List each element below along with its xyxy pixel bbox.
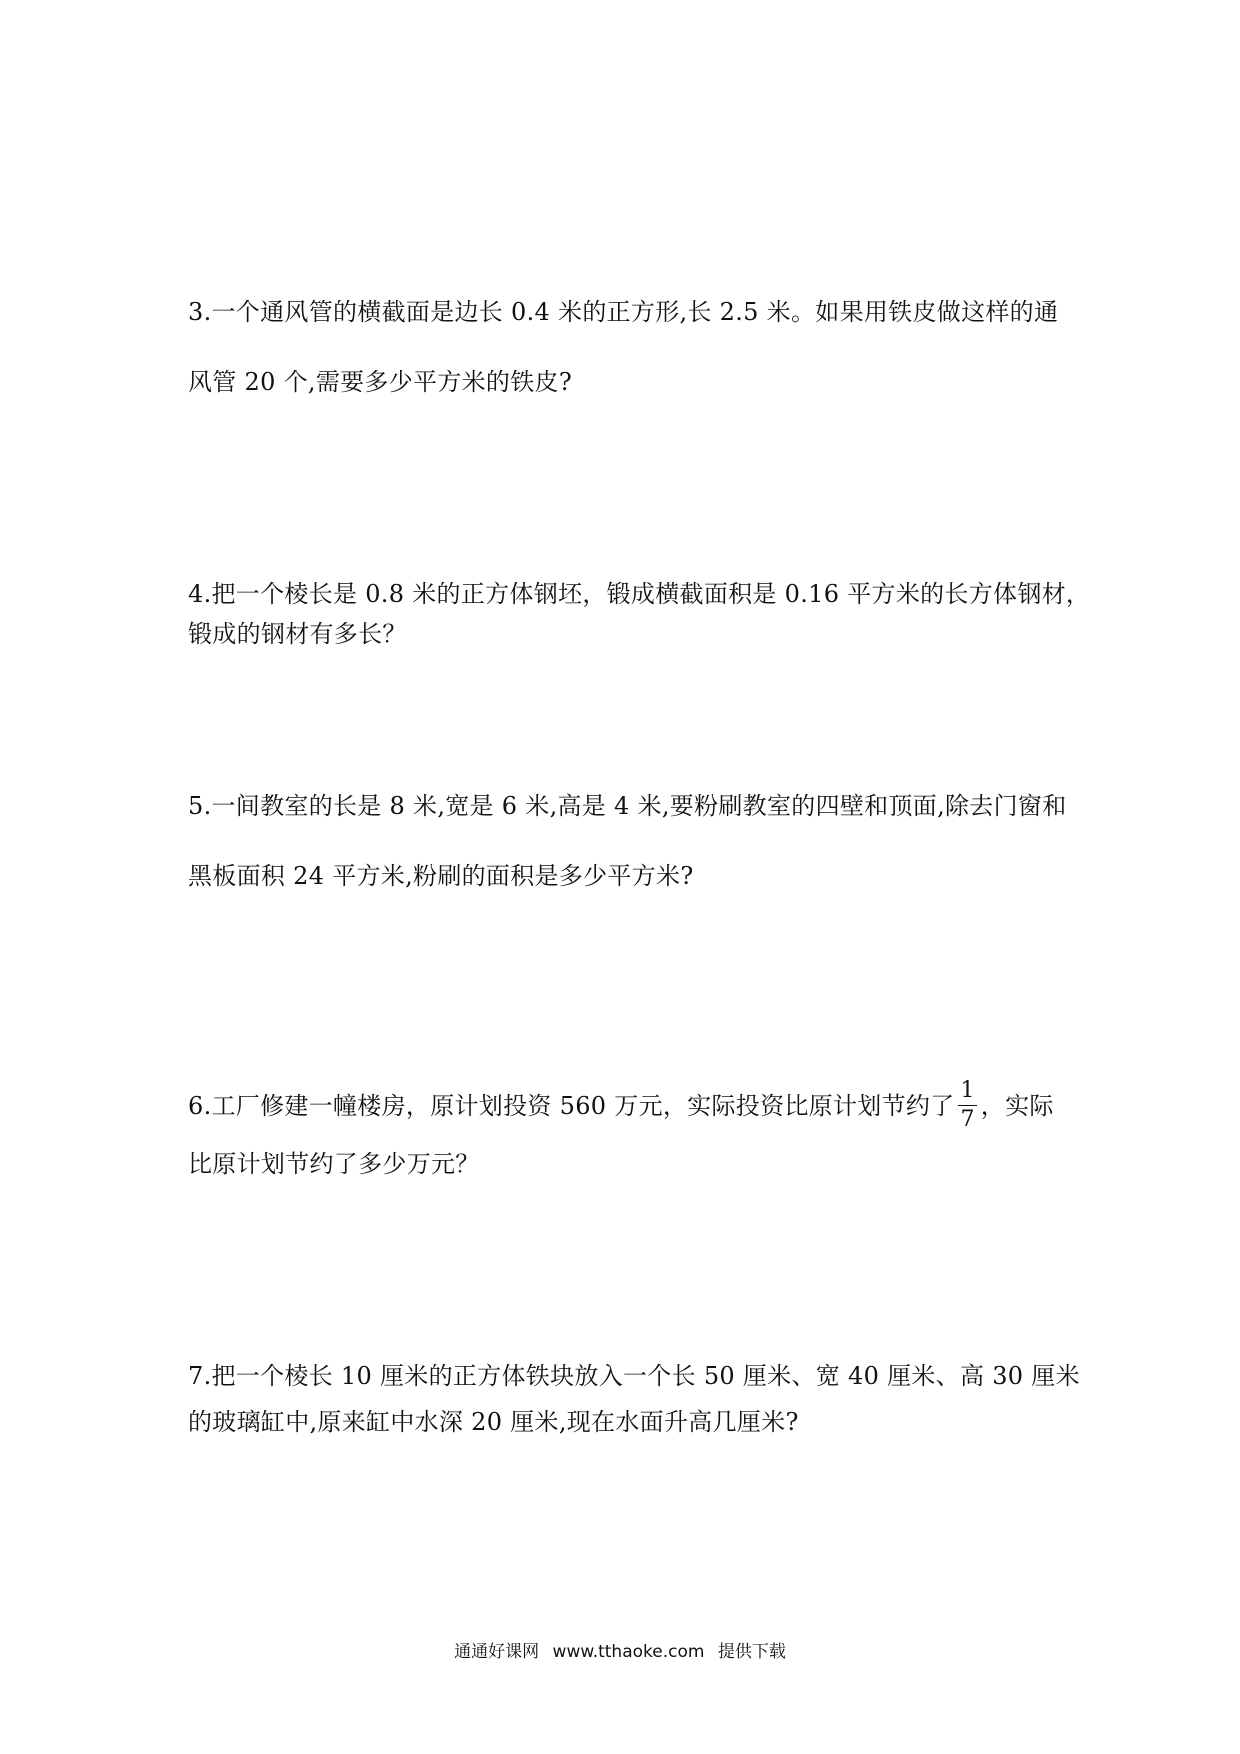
question-5-line-2: 黑板面积 24 平方米,粉刷的面积是多少平方米? xyxy=(188,862,694,890)
question-4-line-2: 锻成的钢材有多长？ xyxy=(188,620,407,648)
footer-url: www.tthaoke.com xyxy=(552,1642,705,1662)
question-7-line-2: 的玻璃缸中,原来缸中水深 20 厘米,现在水面升高几厘米? xyxy=(188,1408,799,1436)
footer-suffix: 提供下载 xyxy=(717,1642,786,1662)
question-7-line-1: 7.把一个棱长 10 厘米的正方体铁块放入一个长 50 厘米、宽 40 厘米、高 30 厘米 xyxy=(188,1362,1080,1390)
fraction-denominator: 7 xyxy=(960,1107,975,1132)
question-6-line-2: 比原计划节约了多少万元？ xyxy=(188,1150,480,1178)
question-3-line-1: 3.一个通风管的横截面是边长 0.4 米的正方形,长 2.5 米。如果用铁皮做这样的通 xyxy=(188,298,1059,326)
footer-site-name: 通通好课网 xyxy=(454,1642,540,1662)
question-6-line-1 xyxy=(188,1078,1054,1133)
fraction-numerator: 1 xyxy=(958,1080,976,1106)
question-5-line-1: 5.一间教室的长是 8 米,宽是 6 米,高是 4 米,要粉刷教室的四壁和顶面,除去门窗和 xyxy=(188,792,1067,820)
question-4-line-1: 4.把一个棱长是 0.8 米的正方体钢坯，锻成横截面积是 0.16 平方米的长方体钢材， xyxy=(188,580,1091,608)
fraction-one-seventh xyxy=(958,1080,976,1131)
question-6-text-after-fraction: ，实际 xyxy=(980,1092,1054,1120)
page-footer xyxy=(0,1640,1240,1664)
question-3-line-2: 风管 20 个,需要多少平方米的铁皮? xyxy=(188,368,572,396)
question-6-text-before-fraction: 6.工厂修建一幢楼房，原计划投资 560 万元，实际投资比原计划节约了 xyxy=(188,1092,955,1120)
